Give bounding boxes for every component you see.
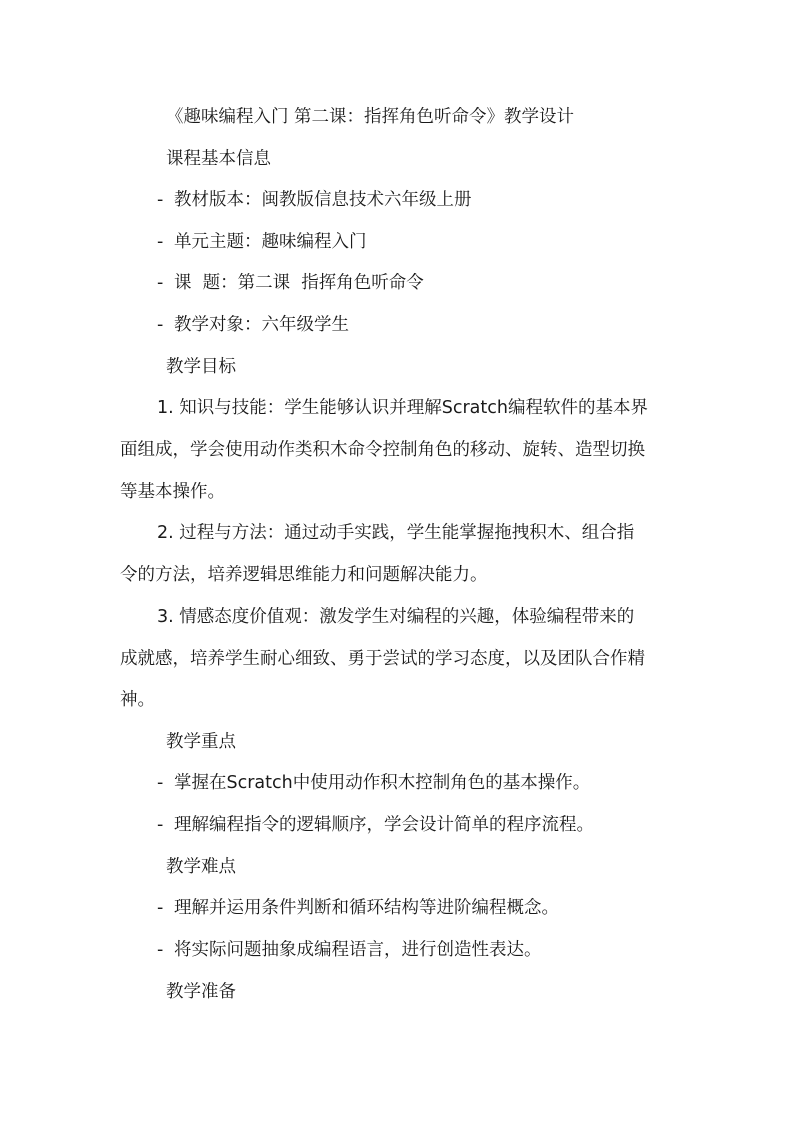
section-heading-difficulties: 教学难点 bbox=[166, 857, 236, 877]
objective-3-line-2: 成就感，培养学生耐心细致、勇于尝试的学习态度，以及团队合作精 bbox=[120, 649, 645, 669]
section-heading-preparation: 教学准备 bbox=[166, 982, 236, 1002]
objective-2-line-1: 2. 过程与方法：通过动手实践，学生能掌握拖拽积木、组合指 bbox=[157, 523, 635, 543]
key-point-item: 掌握在Scratch中使用动作积木控制角色的基本操作。 bbox=[174, 773, 591, 793]
bullet-dash: - bbox=[157, 940, 164, 960]
objective-1-line-3: 等基本操作。 bbox=[120, 482, 225, 502]
bullet-dash: - bbox=[157, 232, 164, 252]
bullet-dash: - bbox=[157, 190, 164, 210]
difficulty-item: 将实际问题抽象成编程语言，进行创造性表达。 bbox=[174, 940, 542, 960]
bullet-dash: - bbox=[157, 898, 164, 918]
basic-info-item: 教材版本：闽教版信息技术六年级上册 bbox=[174, 190, 472, 210]
bullet-dash: - bbox=[157, 773, 164, 793]
basic-info-item: 教学对象：六年级学生 bbox=[174, 315, 349, 335]
bullet-dash: - bbox=[157, 315, 164, 335]
section-heading-objectives: 教学目标 bbox=[166, 357, 236, 377]
difficulty-item: 理解并运用条件判断和循环结构等进阶编程概念。 bbox=[174, 898, 559, 918]
objective-1-line-2: 面组成，学会使用动作类积木命令控制角色的移动、旋转、造型切换 bbox=[120, 440, 645, 460]
basic-info-item: 单元主题：趣味编程入门 bbox=[174, 232, 367, 252]
section-heading-basic-info: 课程基本信息 bbox=[166, 149, 271, 169]
objective-3-line-3: 神。 bbox=[120, 690, 155, 710]
bullet-dash: - bbox=[157, 815, 164, 835]
document-title: 《趣味编程入门 第二课：指挥角色听命令》教学设计 bbox=[166, 107, 575, 127]
objective-1-line-1: 1. 知识与技能：学生能够认识并理解Scratch编程软件的基本界 bbox=[157, 398, 648, 418]
key-point-item: 理解编程指令的逻辑顺序，学会设计简单的程序流程。 bbox=[174, 815, 594, 835]
bullet-dash: - bbox=[157, 273, 164, 293]
section-heading-key-points: 教学重点 bbox=[166, 732, 236, 752]
objective-2-line-2: 令的方法，培养逻辑思维能力和问题解决能力。 bbox=[120, 565, 488, 585]
objective-3-line-1: 3. 情感态度价值观：激发学生对编程的兴趣，体验编程带来的 bbox=[157, 607, 635, 627]
basic-info-item: 课 题：第二课 指挥角色听命令 bbox=[174, 273, 424, 293]
